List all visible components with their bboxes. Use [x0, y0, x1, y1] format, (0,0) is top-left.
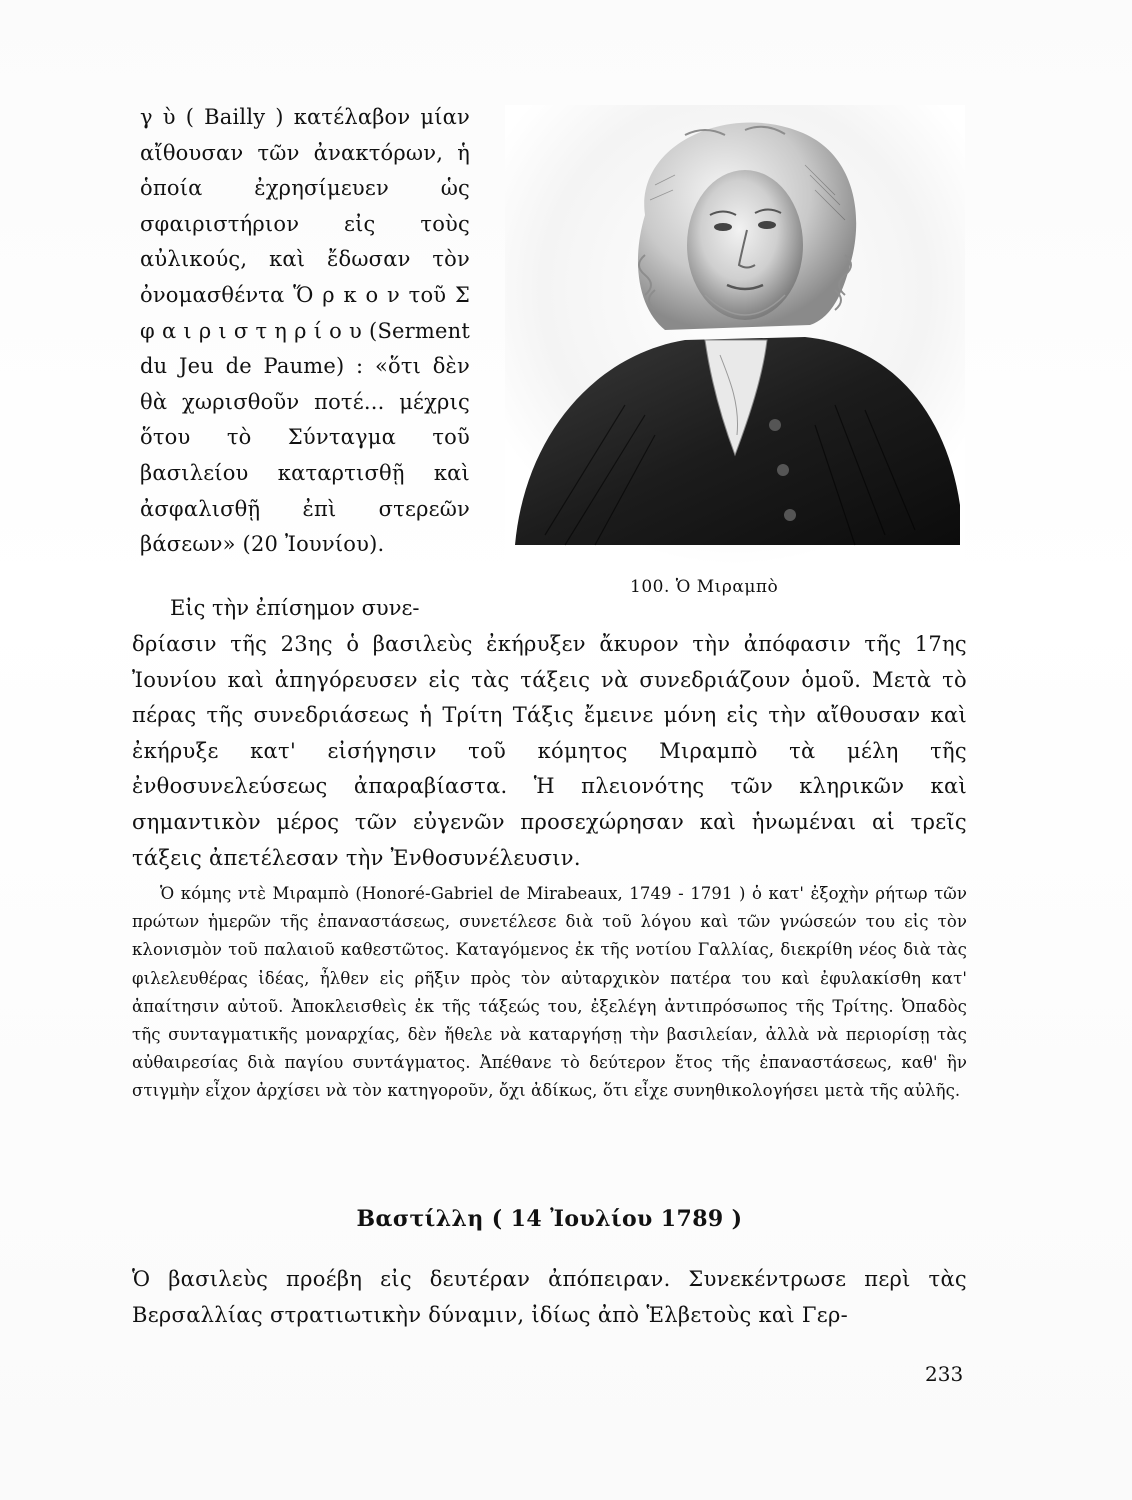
- biographical-note: [132, 880, 967, 1106]
- figure-caption: 100. Ὁ Μιραμπὸ: [630, 577, 779, 597]
- main-paragraph-text: δρίασιν τῆς 23ης ὁ βασιλεὺς ἐκήρυξεν ἄκυρον τὴν ἀπόφασιν τῆς 17ης Ἰουνίου καὶ ἀπηγόρευσεν εἰς τὰς τάξεις νὰ συνεδριάζουν ὁμοῦ. Μετὰ τὸ πέρας τῆς συνεδριάσεως ἡ Τρίτη Τάξις ἔμεινε μόνη εἰς τὴν αἴθουσαν καὶ ἐκήρυξε κατ' εἰσήγησιν τοῦ κόμητος Μιραμπὸ τὰ μέλη τῆς ἐνθοσυνελεύσεως ἀπαραβίαστα. Ἡ πλειονότης τῶν κληρικῶν καὶ σημαντικὸν μέρος τῶν εὐγενῶν προσεχώρησαν καὶ ἡνωμέναι αἱ τρεῖς τάξεις ἀπετέλεσαν τὴν Ἐνθοσυνέλευσιν.: [132, 632, 967, 870]
- portrait-figure: [505, 105, 965, 565]
- page-number: 233: [925, 1362, 964, 1386]
- left-column-paragraph: γ ὺ ( Bailly ) κατέλαβον μίαν αἴθουσαν τῶν ἀνακτόρων, ἡ ὁποία ἐχρησίμευεν ὡς σφαιριστήριον εἰς τοὺς αὐλικούς, καὶ ἔδωσαν τὸν ὀνομασθέντα Ὅ ρ κ ο ν τοῦ Σ φ α ι ρ ι σ τ η ρ ί ο υ (Serment du Jeu de Paume) : «ὅτι δὲν θὰ χωρισθοῦν ποτέ... μέχρις ὅτου τὸ Σύνταγμα τοῦ βασιλείου καταρτισθῇ καὶ ἀσφαλισθῇ ἐπὶ στερεῶν βάσεων» (20 Ἰουνίου).: [140, 105, 470, 557]
- left-column-text: [140, 100, 470, 563]
- mirabeau-portrait-image: [505, 105, 965, 565]
- section-paragraph-text: Ὁ βασιλεὺς προέβη εἰς δευτέραν ἀπόπειραν. Συνεκέντρωσε περὶ τὰς Βερσαλλίας στρατιωτικὴν δύναμιν, ἰδίως ἀπὸ Ἑλβετοὺς καὶ Γερ-: [132, 1267, 967, 1327]
- main-paragraph: [132, 627, 967, 876]
- section-paragraph: [132, 1262, 967, 1333]
- intro-line: Εἰς τὴν ἐπίσημον συνε-: [170, 596, 420, 620]
- biographical-note-text: Ὁ κόμης ντὲ Μιραμπὸ (Honoré-Gabriel de Mirabeaux, 1749 - 1791 ) ὁ κατ' ἐξοχὴν ρήτωρ τῶν πρώτων ἡμερῶν τῆς ἐπαναστάσεως, συνετέλεσε διὰ τοῦ λόγου καὶ τῶν γνώσεών του εἰς τὸν κλονισμὸν τοῦ παλαιοῦ καθεστῶτος. Καταγόμενος ἐκ τῆς νοτίου Γαλλίας, διεκρίθη νέος διὰ τὰς φιλελευθέρας ἰδέας, ἦλθεν εἰς ρῆξιν πρὸς τὸν αὐταρχικὸν πατέρα του καὶ ἐφυλακίσθη κατ' ἀπαίτησιν αὐτοῦ. Ἀποκλεισθεὶς ἐκ τῆς τάξεώς του, ἐξελέγη ἀντιπρόσωπος τῆς Τρίτης. Ὀπαδὸς τῆς συνταγματικῆς μοναρχίας, δὲν ἤθελε νὰ καταργήσῃ τὴν βασιλείαν, ἀλλὰ νὰ περιορίσῃ τὰς αὐθαιρεσίας διὰ παγίου συντάγματος. Ἀπέθανε τὸ δεύτερον ἔτος τῆς ἐπαναστάσεως, καθ' ἣν στιγμὴν εἶχον ἀρχίσει νὰ τὸν κατηγοροῦν, ὄχι ἀδίκως, ὅτι εἶχε συνηθικολογήσει μετὰ τῆς αὐλῆς.: [132, 884, 967, 1101]
- section-title: Βαστίλλη ( 14 Ἰουλίου 1789 ): [356, 1206, 743, 1232]
